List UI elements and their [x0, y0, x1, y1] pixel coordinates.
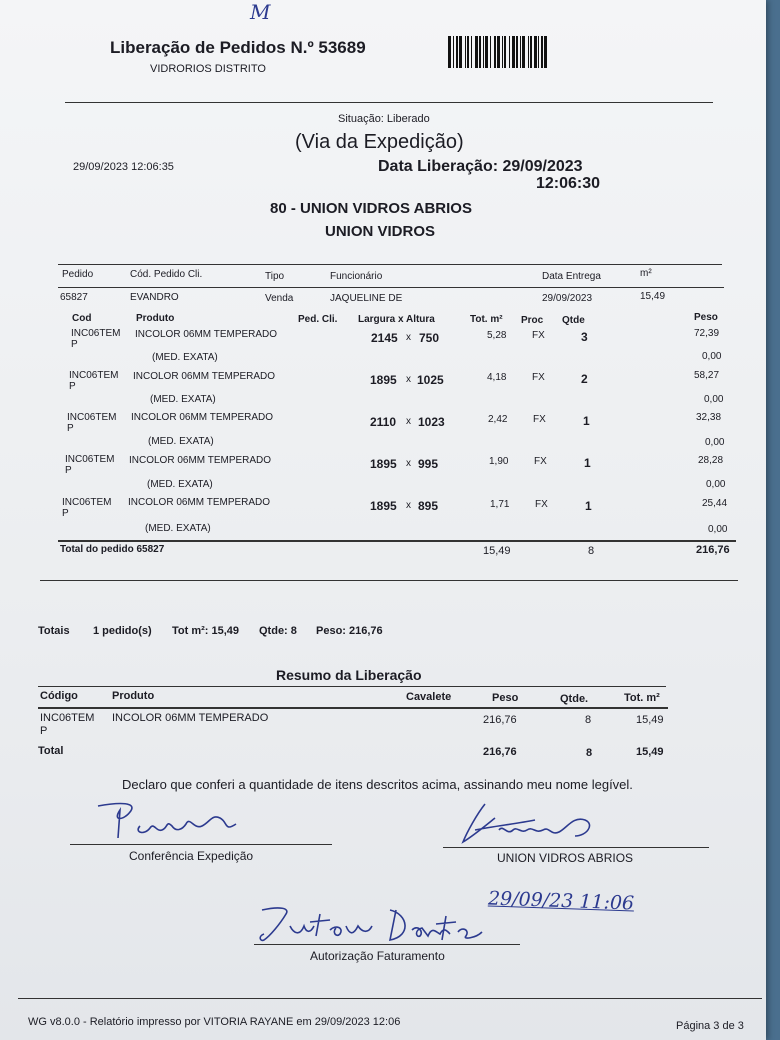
signature-conferencia [90, 796, 260, 846]
data-liberacao: Data Liberação: 29/09/2023 [378, 158, 583, 175]
order-header-bottom-rule [58, 287, 724, 288]
situacao-label: Situação: Liberado [338, 113, 430, 125]
footer-left: WG v8.0.0 - Relatório impresso por VITORIA RAYANE em 29/09/2023 12:06 [28, 1016, 401, 1028]
row-produto: INCOLOR 06MM TEMPERADO [131, 412, 274, 423]
conferencia-label: Conferência Expedição [129, 849, 254, 863]
col-pedido-label: Pedido [62, 269, 94, 280]
row-cod-suffix: P [65, 465, 72, 476]
barcode-image [448, 36, 562, 68]
resumo-total-qtde: 8 [586, 747, 593, 759]
row-produto: INCOLOR 06MM TEMPERADO [133, 371, 276, 382]
col-tipo-label: Tipo [265, 271, 285, 282]
resumo-row-tot-m2: 15,49 [636, 714, 664, 726]
resumo-top-rule [38, 686, 666, 687]
funcionario-value: JAQUELINE DE [330, 293, 403, 304]
row-peso: 58,27 [694, 370, 720, 381]
col-proc-label: Proc [521, 315, 544, 326]
m2-value: 15,49 [640, 291, 666, 302]
col-cod-pedido-cli-label: Cód. Pedido Cli. [130, 269, 203, 280]
order-total-label: Total do pedido 65827 [60, 544, 165, 555]
handwritten-mark: M [250, 0, 271, 24]
union-label: UNION VIDROS ABRIOS [497, 851, 634, 865]
col-tot-m2-label: Tot. m² [470, 314, 503, 325]
order-header-top-rule [58, 264, 722, 265]
row-obs: (MED. EXATA) [145, 523, 211, 534]
row-cod-suffix: P [67, 423, 74, 434]
row-tot-m2: 4,18 [487, 372, 507, 383]
signature-autorizacao [250, 896, 490, 948]
via-label: (Via da Expedição) [295, 131, 464, 153]
company-name: VIDRORIOS DISTRITO [150, 63, 266, 75]
row-cod-suffix: P [62, 508, 69, 519]
row-peso: 32,38 [696, 412, 722, 423]
row-x: x [406, 458, 411, 469]
tipo-value: Venda [265, 293, 294, 304]
row-altura: 895 [418, 499, 439, 513]
cod-pedido-cli-value: EVANDRO [130, 292, 179, 303]
resumo-row-qtde: 8 [585, 714, 592, 726]
declaration-text: Declaro que conferi a quantidade de itens descritos acima, assinando meu nome legível. [122, 777, 633, 792]
order-total-m2: 15,49 [483, 545, 511, 557]
row-cod: INC06TEM [71, 328, 121, 339]
order-total-rule [58, 540, 736, 542]
printed-at: 29/09/2023 12:06:35 [73, 161, 174, 173]
row-x: x [406, 332, 411, 343]
row-proc: FX [534, 456, 547, 467]
row-cod-suffix: P [71, 339, 78, 350]
row-produto: INCOLOR 06MM TEMPERADO [129, 455, 272, 466]
row-altura: 1023 [418, 415, 445, 429]
section-divider [40, 580, 738, 581]
col-largura-altura-label: Largura x Altura [358, 314, 435, 325]
resumo-col-codigo: Código [40, 690, 78, 702]
col-qtde-label: Qtde [562, 315, 585, 326]
resumo-col-peso: Peso [492, 692, 519, 704]
col-peso-label: Peso [694, 312, 718, 323]
row-x: x [406, 500, 411, 511]
totals-qtde: Qtde: 8 [259, 625, 297, 637]
row-largura: 2145 [371, 331, 398, 345]
signature-line-union [443, 847, 709, 848]
totals-label: Totais [38, 625, 70, 637]
row-largura: 1895 [370, 373, 397, 387]
row-proc: FX [533, 414, 546, 425]
resumo-col-cavalete: Cavalete [406, 691, 452, 703]
row-peso: 72,39 [694, 328, 720, 339]
row-tot-m2: 2,42 [488, 414, 508, 425]
totals-peso: Peso: 216,76 [316, 625, 383, 637]
pedido-value: 65827 [60, 292, 88, 303]
row-cod: INC06TEM [67, 412, 117, 423]
row-qtde: 1 [585, 499, 592, 513]
row-cod: INC06TEM [69, 370, 119, 381]
row-peso-obs: 0,00 [704, 394, 724, 405]
col-cod-label: Cod [72, 313, 92, 324]
resumo-total-label: Total [38, 745, 64, 757]
row-tot-m2: 1,90 [489, 456, 509, 467]
resumo-col-qtde: Qtde. [560, 693, 589, 705]
row-produto: INCOLOR 06MM TEMPERADO [135, 329, 278, 340]
resumo-total-peso: 216,76 [483, 746, 517, 758]
autorizacao-label: Autorização Faturamento [310, 949, 445, 963]
row-cod: INC06TEM [65, 454, 115, 465]
row-x: x [406, 374, 411, 385]
row-largura: 1895 [370, 457, 397, 471]
row-qtde: 1 [584, 456, 591, 470]
resumo-row-produto: INCOLOR 06MM TEMPERADO [112, 712, 269, 724]
footer-page-number: Página 3 de 3 [676, 1020, 744, 1032]
row-x: x [406, 416, 411, 427]
row-obs: (MED. EXATA) [150, 394, 216, 405]
row-obs: (MED. EXATA) [147, 479, 213, 490]
resumo-total-tot-m2: 15,49 [636, 746, 664, 758]
order-total-peso: 216,76 [696, 544, 730, 556]
document-title: Liberação de Pedidos N.º 53689 [110, 38, 366, 57]
col-data-entrega-label: Data Entrega [542, 271, 601, 282]
row-obs: (MED. EXATA) [152, 352, 218, 363]
resumo-row-peso: 216,76 [483, 714, 517, 726]
header-divider [65, 102, 713, 103]
row-peso-obs: 0,00 [705, 437, 725, 448]
data-entrega-value: 29/09/2023 [542, 293, 593, 304]
col-produto-label: Produto [136, 313, 175, 324]
row-qtde: 3 [581, 330, 588, 344]
row-qtde: 1 [583, 414, 590, 428]
signature-line-conferencia [70, 844, 332, 845]
cliente-linha1: 80 - UNION VIDROS ABRIOS [270, 200, 472, 217]
row-tot-m2: 5,28 [487, 330, 507, 341]
signature-line-autorizacao [254, 944, 520, 945]
row-peso-obs: 0,00 [702, 351, 722, 362]
row-cod-suffix: P [69, 381, 76, 392]
row-proc: FX [532, 372, 545, 383]
row-peso-obs: 0,00 [708, 524, 728, 535]
cliente-linha2: UNION VIDROS [325, 223, 436, 240]
row-produto: INCOLOR 06MM TEMPERADO [128, 497, 271, 508]
row-tot-m2: 1,71 [490, 499, 510, 510]
resumo-col-produto: Produto [112, 690, 155, 702]
footer-rule [18, 998, 762, 999]
row-largura: 2110 [370, 415, 397, 429]
row-peso-obs: 0,00 [706, 479, 726, 490]
row-obs: (MED. EXATA) [148, 436, 214, 447]
row-altura: 995 [418, 457, 439, 471]
resumo-row-codigo-suffix: P [40, 725, 48, 737]
row-peso: 28,28 [698, 455, 724, 466]
totals-m2: Tot m²: 15,49 [172, 625, 240, 637]
row-altura: 1025 [417, 373, 444, 387]
row-largura: 1895 [370, 499, 397, 513]
row-cod: INC06TEM [62, 497, 112, 508]
resumo-col-tot-m2: Tot. m² [624, 692, 660, 704]
order-total-qtde: 8 [588, 545, 595, 557]
totals-pedidos: 1 pedido(s) [93, 625, 152, 637]
resumo-header-rule [38, 707, 668, 709]
resumo-row-codigo: INC06TEM [40, 712, 95, 724]
row-proc: FX [535, 499, 548, 510]
row-altura: 750 [419, 331, 440, 345]
col-funcionario-label: Funcionário [330, 271, 383, 282]
handwritten-datetime: 29/09/23 11:06 [487, 887, 635, 915]
hora-liberacao: 12:06:30 [536, 175, 601, 192]
row-proc: FX [532, 330, 545, 341]
row-qtde: 2 [581, 372, 588, 386]
row-peso: 25,44 [702, 498, 728, 509]
col-m2-label: m² [640, 268, 652, 279]
resumo-title: Resumo da Liberação [276, 667, 422, 683]
signature-union [455, 796, 605, 850]
col-ped-cli-label: Ped. Cli. [298, 314, 338, 325]
